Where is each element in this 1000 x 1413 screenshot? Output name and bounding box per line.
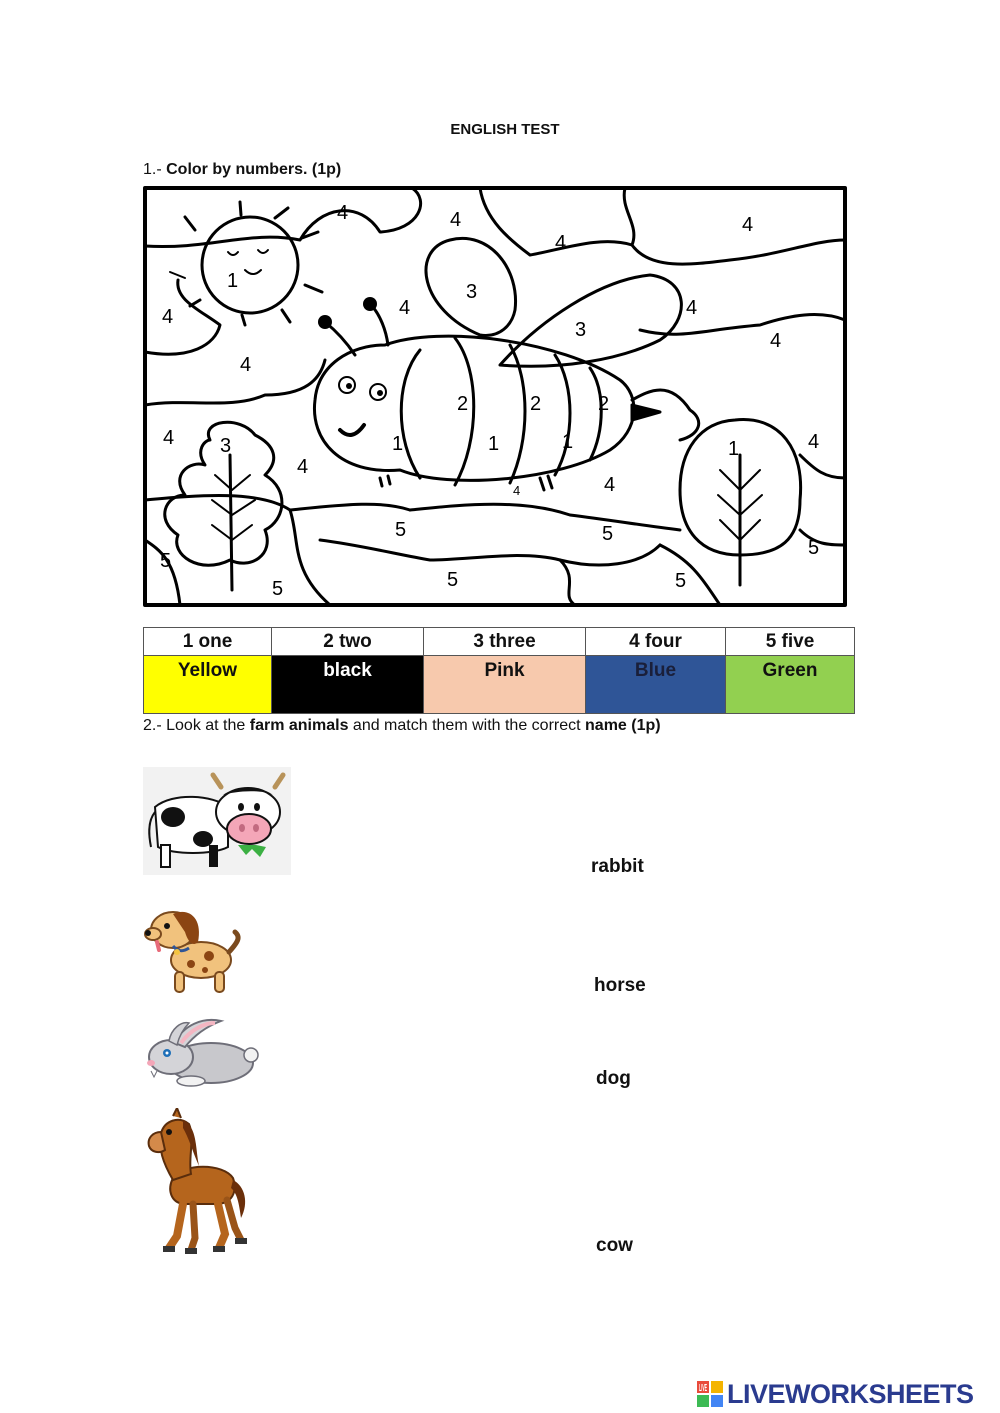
question-1-number: 1.- bbox=[143, 161, 167, 178]
region-number: 4 bbox=[770, 330, 782, 352]
question-2-number: 2.- bbox=[143, 717, 167, 734]
region-number: 4 bbox=[337, 202, 349, 224]
dog-image[interactable] bbox=[143, 902, 243, 996]
region-number: 4 bbox=[742, 214, 754, 236]
tree-left-trunk bbox=[230, 455, 232, 590]
sun-shape bbox=[202, 217, 298, 313]
region-number: 2 bbox=[598, 393, 610, 415]
region-number: 2 bbox=[457, 393, 469, 415]
region-number: 4 bbox=[513, 483, 521, 498]
question-1-heading bbox=[143, 161, 341, 179]
region-number: 2 bbox=[530, 393, 542, 415]
sun-ray bbox=[242, 315, 245, 325]
bee-head-line bbox=[401, 350, 420, 478]
rabbit-image[interactable] bbox=[143, 1015, 259, 1089]
region-number: 4 bbox=[450, 209, 462, 231]
legend-number-row bbox=[144, 628, 855, 656]
liveworksheets-logo-icon bbox=[697, 1381, 723, 1407]
region-line bbox=[800, 455, 845, 478]
region-number: 4 bbox=[604, 474, 616, 496]
color-legend-table bbox=[143, 627, 855, 714]
region-number: 1 bbox=[488, 433, 500, 455]
question-2-text: and match them with the correct bbox=[348, 717, 586, 734]
sun-ray bbox=[190, 300, 200, 306]
sun-ray bbox=[185, 217, 195, 230]
region-number: 5 bbox=[675, 570, 687, 592]
region-line bbox=[290, 510, 330, 605]
legend-number-cell: 5 five bbox=[726, 628, 855, 656]
region-number: 1 bbox=[392, 433, 404, 455]
bee-wing-right bbox=[500, 275, 681, 366]
legend-color-cell: Blue bbox=[586, 656, 726, 714]
region-number: 4 bbox=[163, 427, 175, 449]
sun-ray bbox=[170, 272, 185, 278]
region-number: 1 bbox=[562, 431, 574, 453]
region-number: 5 bbox=[395, 519, 407, 541]
region-number: 5 bbox=[602, 523, 614, 545]
sun-mouth bbox=[245, 270, 261, 274]
sun-eye bbox=[228, 252, 238, 255]
bee-leg bbox=[380, 476, 552, 490]
region-number: 4 bbox=[555, 232, 567, 254]
horse-image[interactable] bbox=[143, 1108, 253, 1254]
question-2-heading bbox=[143, 717, 661, 735]
question-2-text: Look at the bbox=[166, 717, 250, 734]
legend-color-cell: black bbox=[272, 656, 424, 714]
region-number: 1 bbox=[227, 270, 239, 292]
bee-smile bbox=[340, 425, 364, 435]
sun-ray bbox=[282, 310, 290, 322]
region-line bbox=[410, 504, 680, 530]
region-number: 4 bbox=[162, 306, 174, 328]
bee-stripe-line bbox=[555, 355, 570, 475]
region-number: 4 bbox=[399, 297, 411, 319]
region-number: 4 bbox=[297, 456, 309, 478]
legend-number-cell: 1 one bbox=[144, 628, 272, 656]
bee-stinger bbox=[632, 405, 660, 420]
question-2-bold: farm animals bbox=[249, 717, 349, 734]
legend-color-cell: Yellow bbox=[144, 656, 272, 714]
liveworksheets-logo-text: LIVEWORKSHEETS bbox=[727, 1378, 974, 1409]
legend-color-cell: Pink bbox=[424, 656, 586, 714]
word-option[interactable]: horse bbox=[594, 975, 646, 996]
bee-antenna bbox=[372, 306, 388, 345]
sun-eye bbox=[258, 250, 268, 253]
region-number: 5 bbox=[160, 550, 172, 572]
question-2-bold: name (1p) bbox=[585, 717, 661, 734]
legend-color-cell: Green bbox=[726, 656, 855, 714]
liveworksheets-logo bbox=[697, 1378, 974, 1410]
legend-number-cell: 2 two bbox=[272, 628, 424, 656]
region-line bbox=[632, 240, 845, 264]
region-line bbox=[800, 530, 845, 545]
region-number: 3 bbox=[575, 319, 587, 341]
region-number: 4 bbox=[686, 297, 698, 319]
cow-image[interactable] bbox=[143, 767, 291, 875]
word-option[interactable]: rabbit bbox=[591, 856, 644, 877]
word-option[interactable]: dog bbox=[596, 1068, 631, 1089]
region-number: 5 bbox=[447, 569, 459, 591]
region-number: 5 bbox=[272, 578, 284, 600]
region-line bbox=[660, 545, 720, 605]
sun-ray bbox=[240, 202, 241, 215]
region-number: 1 bbox=[728, 438, 740, 460]
region-number: 5 bbox=[808, 537, 820, 559]
region-number: 3 bbox=[466, 281, 478, 303]
word-option[interactable]: cow bbox=[596, 1235, 633, 1256]
question-1-text: Color by numbers. (1p) bbox=[166, 161, 342, 178]
legend-number-cell: 4 four bbox=[586, 628, 726, 656]
sun-ray bbox=[275, 208, 288, 218]
legend-color-row bbox=[144, 656, 855, 714]
page-title: ENGLISH TEST bbox=[450, 121, 560, 138]
sun-ray bbox=[305, 285, 322, 292]
legend-number-cell: 3 three bbox=[424, 628, 586, 656]
logo-badge-letter: LIVE bbox=[699, 1383, 708, 1394]
region-number: 3 bbox=[220, 435, 232, 457]
color-by-numbers-picture bbox=[143, 186, 847, 607]
region-line bbox=[145, 360, 325, 405]
region-line bbox=[145, 496, 410, 510]
region-line bbox=[560, 560, 575, 605]
region-number: 4 bbox=[240, 354, 252, 376]
region-number: 4 bbox=[808, 431, 820, 453]
